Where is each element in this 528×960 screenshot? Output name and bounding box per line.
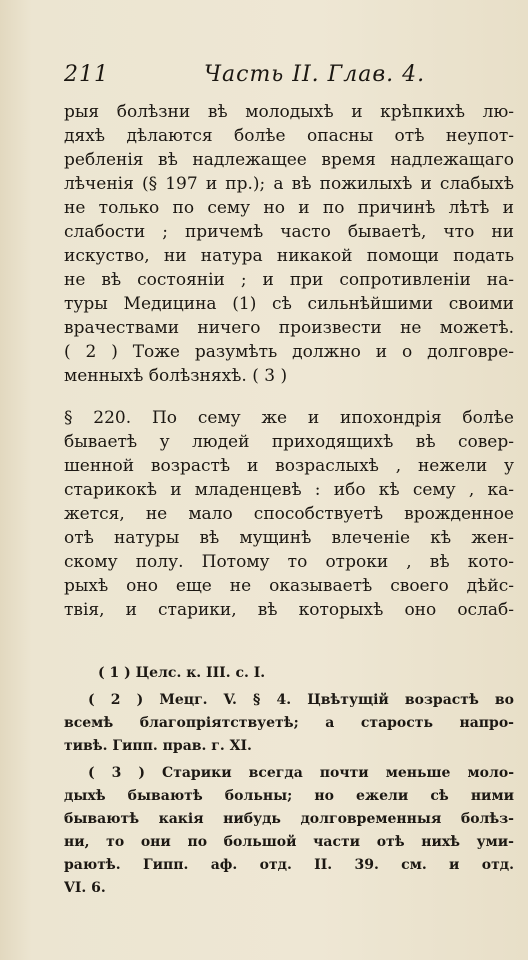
text-line: твія, и старики, вѣ которыхѣ оно ослаб- [64, 600, 514, 620]
text-line: лѣченія (§ 197 и пр.); а вѣ пожилыхѣ и слабыхѣ [64, 174, 514, 194]
footnote-line: тивѣ. Гипп. прав. г. XI. [64, 738, 252, 754]
footnote-3 [64, 762, 514, 900]
running-title: Часть II. Глав. 4. [204, 62, 426, 87]
text-line: слабости ; причемѣ часто бываетѣ, что ни [64, 222, 514, 242]
text-line: отѣ натуры вѣ мущинѣ влеченіе кѣ жен- [64, 528, 514, 548]
text-line: рыхѣ оно еще не оказываетѣ своего дѣйс- [64, 576, 514, 596]
text-line: ребленія вѣ надлежащее время надлежащаго [64, 150, 514, 170]
footnote-2 [64, 689, 514, 758]
page-number: 211 [64, 62, 109, 87]
footnote-line: VI. 6. [64, 880, 106, 896]
text-line: ( 2 ) Тоже разумѣть должно и о долговре- [64, 342, 514, 362]
text-line: § 220. По сему же и ипохондрія болѣе [64, 408, 514, 428]
footnote-1 [64, 662, 514, 685]
text-line: бываетѣ у людей приходящихѣ вѣ совер- [64, 432, 514, 452]
footnote-line: ( 2 ) Мецг. V. § 4. Цвѣтущій возрастѣ во [88, 692, 514, 708]
text-line: менныхѣ болѣзняхѣ. ( 3 ) [64, 366, 288, 386]
text-line: не вѣ состояніи ; и при сопротивленіи на- [64, 270, 514, 290]
text-line: врачествами ничего произвести не можетѣ. [64, 318, 514, 338]
text-line: туры Медицина (1) сѣ сильнѣйшими своими [64, 294, 514, 314]
footnote-line: раютѣ. Гипп. аф. отд. II. 39. см. и отд. [64, 857, 514, 873]
footnote-line: дыхѣ бываютѣ больны; но ежели сѣ ними [64, 788, 514, 804]
page-header [64, 62, 494, 92]
text-line: рыя болѣзни вѣ молодыхѣ и крѣпкихѣ лю- [64, 102, 514, 122]
footnote-line: ( 1 ) Целс. к. III. с. I. [98, 665, 266, 681]
footnote-line: бываютѣ какія нибудь долговременныя болѣз- [64, 811, 514, 827]
text-line: скому полу. Потому то отроки , вѣ кото- [64, 552, 514, 572]
text-line: искуство, ни натура никакой помощи подать [64, 246, 514, 266]
footnotes [64, 662, 514, 900]
text-line: дяхѣ дѣлаются болѣе опасны отѣ неупот- [64, 126, 514, 146]
text-line: не только по сему но и по причинѣ лѣтѣ и [64, 198, 514, 218]
text-line: старикокѣ и младенцевѣ : ибо кѣ сему , ка- [64, 480, 514, 500]
paragraph-section-220 [64, 406, 514, 622]
paragraph-continued [64, 100, 514, 388]
footnote-line: ни, то они по большой части отѣ нихѣ уми- [64, 834, 514, 850]
text-line: шенной возрастѣ и возраслыхѣ , нежели у [64, 456, 514, 476]
text-line: жется, не мало способствуетѣ врожденное [64, 504, 514, 524]
footnote-line: всемѣ благопріятствуетѣ; а старость напро- [64, 715, 514, 731]
footnote-line: ( 3 ) Старики всегда почти меньше моло- [88, 765, 514, 781]
